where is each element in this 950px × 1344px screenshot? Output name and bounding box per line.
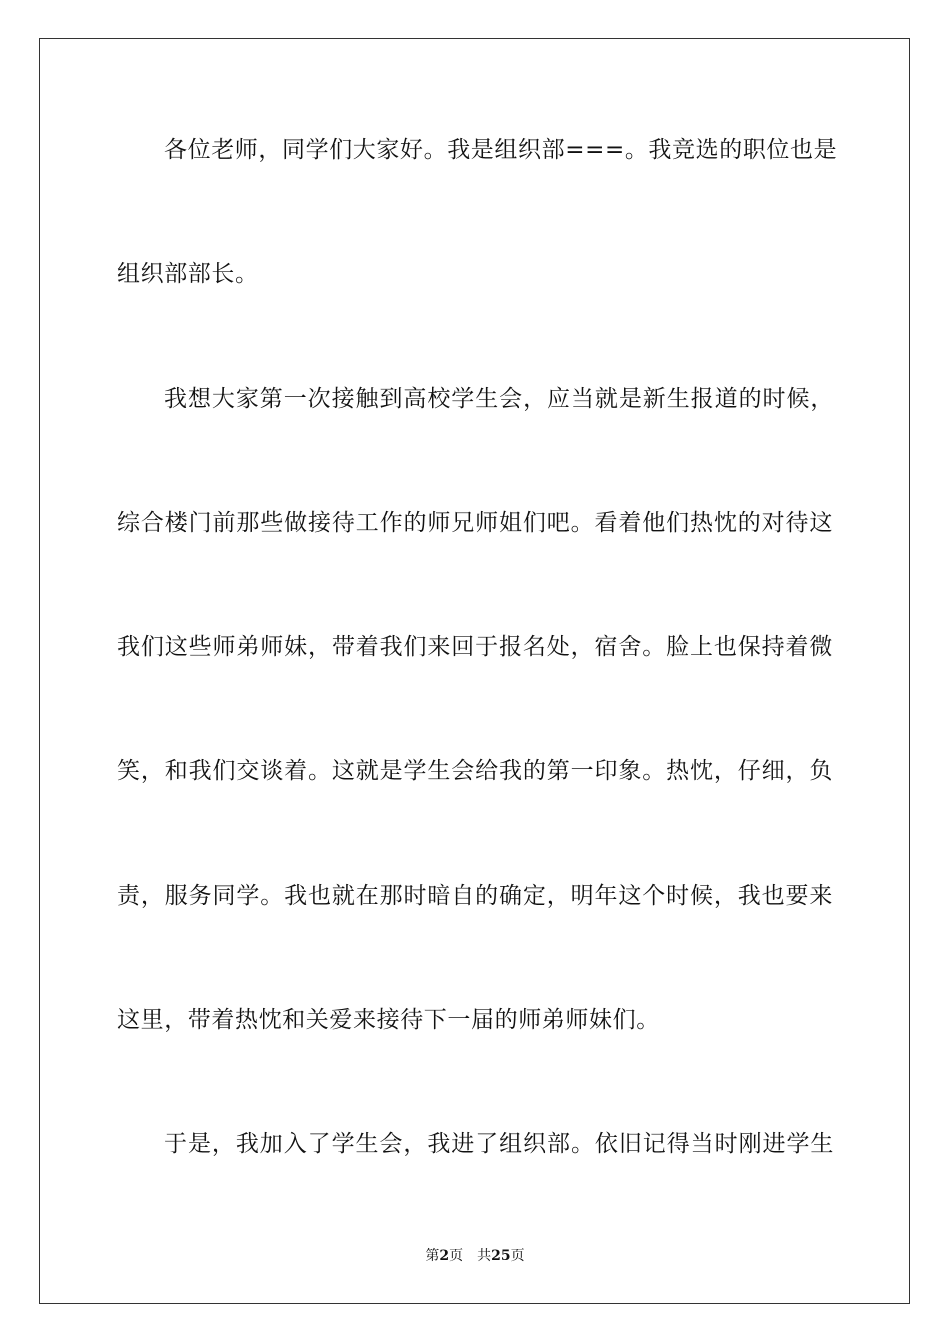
total-prefix: 共 <box>477 1248 492 1264</box>
paragraph-2-line-6: 这里，带着热忱和关爱来接待下一届的师弟师妹们。 <box>117 1007 660 1033</box>
page-number: 2 <box>439 1248 450 1264</box>
paragraph-3-line-1: 于是，我加入了学生会，我进了组织部。依旧记得当时刚进学生 <box>164 1131 834 1157</box>
total-unit: 页 <box>510 1248 525 1264</box>
paragraph-2-line-5: 责，服务同学。我也就在那时暗自的确定，明年这个时候，我也要来 <box>117 883 833 909</box>
total-pages: 25 <box>491 1248 511 1264</box>
paragraph-1-line-1: 各位老师，同学们大家好。我是组织部===。我竞选的职位也是 <box>164 137 838 163</box>
page-border <box>39 38 910 1304</box>
page-unit: 页 <box>449 1248 464 1264</box>
paragraph-2-line-4: 笑，和我们交谈着。这就是学生会给我的第一印象。热忱，仔细，负 <box>117 758 833 784</box>
paragraph-2-line-2: 综合楼门前那些做接待工作的师兄师姐们吧。看着他们热忱的对待这 <box>117 510 833 536</box>
paragraph-1-line-2: 组织部部长。 <box>117 261 259 287</box>
page-footer <box>0 1246 950 1266</box>
page-prefix: 第 <box>425 1248 440 1264</box>
paragraph-2-line-1: 我想大家第一次接触到高校学生会，应当就是新生报道的时候， <box>164 386 834 412</box>
paragraph-2-line-3: 我们这些师弟师妹，带着我们来回于报名处，宿舍。脸上也保持着微 <box>117 634 833 660</box>
